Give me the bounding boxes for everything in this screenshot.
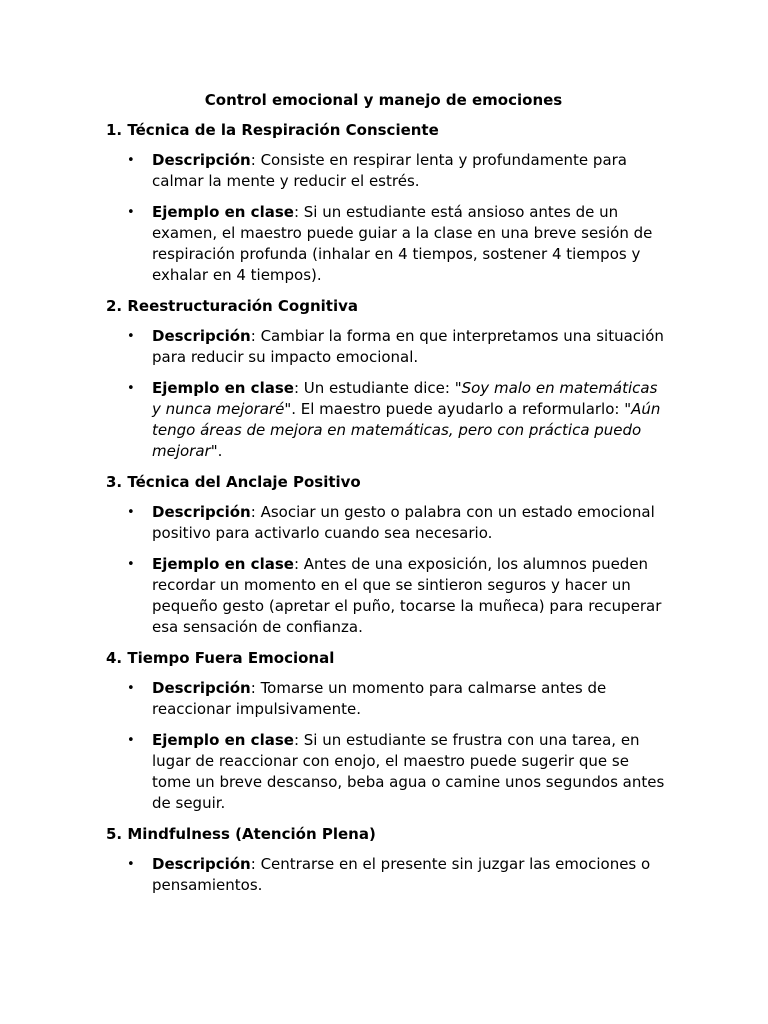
example-text-post: ". xyxy=(210,442,223,460)
bullet-icon: • xyxy=(127,557,135,572)
description-text: : Consiste en respirar lenta y profundamente para calmar la mente y reducir el estrés. xyxy=(152,151,628,190)
section-1-list xyxy=(106,150,666,286)
example-quote-reframed: Aún tengo áreas de mejora en matemáticas, pero con práctica puedo mejorar xyxy=(152,400,661,460)
list-item xyxy=(106,554,666,638)
section-4-list xyxy=(106,678,666,814)
bullet-icon: • xyxy=(127,857,135,872)
description-text: : Centrarse en el presente sin juzgar las emociones o pensamientos. xyxy=(152,855,651,894)
example-term: Ejemplo en clase xyxy=(152,203,294,221)
bullet-icon: • xyxy=(127,681,135,696)
list-item xyxy=(106,150,666,192)
example-term: Ejemplo en clase xyxy=(152,731,294,749)
example-text-pre: : Un estudiante dice: " xyxy=(293,379,462,397)
example-text: : Si un estudiante está ansioso antes de un examen, el maestro puede guiar a la clase en una breve sesión de respiración profunda (inhalar en 4 tiempos, sostener 4 tiempos y exhalar en 4 tiempos). xyxy=(152,203,653,284)
bullet-icon: • xyxy=(127,205,135,220)
bullet-icon: • xyxy=(127,329,135,344)
list-item xyxy=(106,202,666,286)
section-heading-4: 4. Tiempo Fuera Emocional xyxy=(106,649,335,667)
example-term: Ejemplo en clase xyxy=(152,555,294,573)
example-quote-original: Soy malo en matemáticas y nunca mejoraré xyxy=(152,379,658,418)
section-heading-2: 2. Reestructuración Cognitiva xyxy=(106,297,359,315)
description-text: : Tomarse un momento para calmarse antes de reaccionar impulsivamente. xyxy=(152,679,607,718)
document-page xyxy=(106,89,666,905)
bullet-icon: • xyxy=(127,381,135,396)
description-text: : Cambiar la forma en que interpretamos una situación para reducir su impacto emocional. xyxy=(152,327,664,366)
section-heading-5: 5. Mindfulness (Atención Plena) xyxy=(106,825,376,843)
section-2-list xyxy=(106,326,666,462)
description-term: Descripción xyxy=(152,151,251,169)
document-title: Control emocional y manejo de emociones xyxy=(204,91,563,109)
description-term: Descripción xyxy=(152,855,251,873)
section-heading-3: 3. Técnica del Anclaje Positivo xyxy=(106,473,361,491)
description-term: Descripción xyxy=(152,327,251,345)
list-item xyxy=(106,730,666,814)
description-text: : Asociar un gesto o palabra con un estado emocional positivo para activarlo cuando sea necesario. xyxy=(152,503,655,542)
list-item xyxy=(106,378,666,462)
bullet-icon: • xyxy=(127,733,135,748)
section-3-list xyxy=(106,502,666,638)
section-heading-1: 1. Técnica de la Respiración Consciente xyxy=(106,121,439,139)
section-5-list xyxy=(106,854,666,896)
bullet-icon: • xyxy=(127,153,135,168)
list-item xyxy=(106,854,666,896)
list-item xyxy=(106,502,666,544)
description-term: Descripción xyxy=(152,503,251,521)
example-text: : Si un estudiante se frustra con una tarea, en lugar de reaccionar con enojo, el maestro puede sugerir que se tome un breve descanso, beba agua o camine unos segundos antes de seguir. xyxy=(152,731,665,812)
example-term: Ejemplo en clase xyxy=(152,379,294,397)
example-text: : Antes de una exposición, los alumnos pueden recordar un momento en el que se sintieron seguros y hacer un pequeño gesto (apretar el puño, tocarse la muñeca) para recuperar esa sensación de confianza. xyxy=(152,555,662,636)
list-item xyxy=(106,678,666,720)
list-item xyxy=(106,326,666,368)
bullet-icon: • xyxy=(127,505,135,520)
example-text-mid: ". El maestro puede ayudarlo a reformularlo: " xyxy=(284,400,632,418)
description-term: Descripción xyxy=(152,679,251,697)
